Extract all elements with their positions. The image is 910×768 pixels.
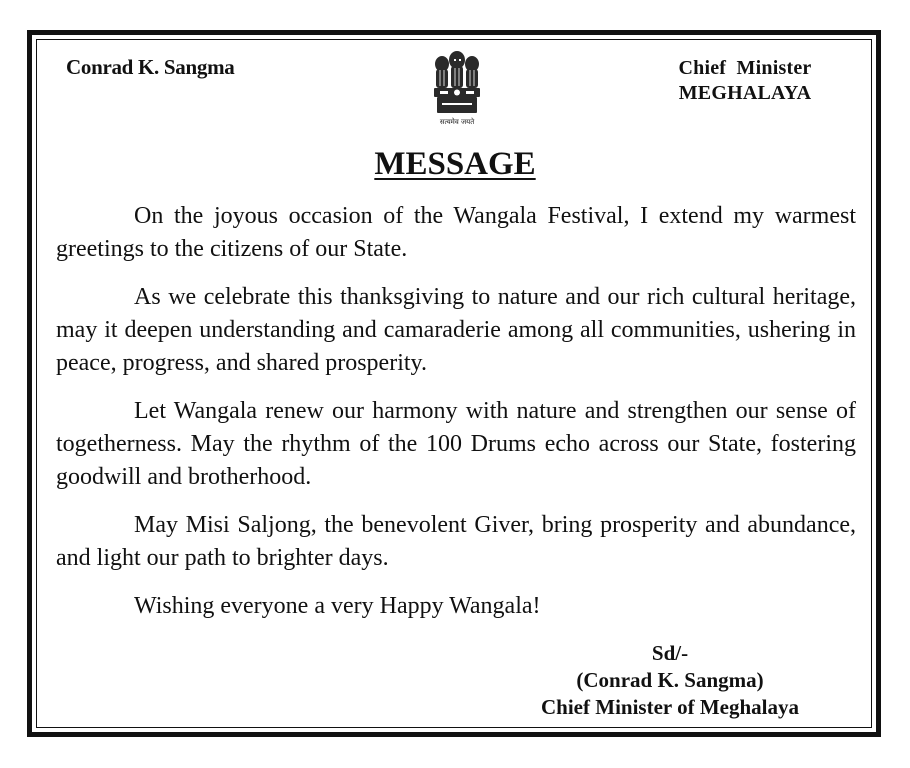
message-paragraph: Wishing everyone a very Happy Wangala! bbox=[134, 593, 541, 619]
sender-designation bbox=[660, 56, 830, 106]
signature-sd: Sd/- bbox=[651, 641, 689, 665]
designation-state: MEGHALAYA bbox=[678, 82, 812, 104]
message-paragraph: On the joyous occasion of the Wangala Festival, I extend my warmest greetings to the citizens of our State. bbox=[56, 203, 856, 262]
emblem-motto: सत्यमेव जयते bbox=[439, 118, 475, 126]
sender-name: Conrad K. Sangma bbox=[66, 55, 235, 79]
message-title-text: MESSAGE bbox=[374, 146, 536, 182]
signature-block bbox=[520, 640, 820, 721]
message-body bbox=[56, 200, 856, 638]
message-paragraph: May Misi Saljong, the benevolent Giver, bring prosperity and abundance, and light our path to brighter days. bbox=[56, 512, 856, 571]
state-emblem-icon bbox=[428, 48, 486, 128]
message-paragraph: As we celebrate this thanksgiving to nature and our rich cultural heritage, may it deepen understanding and camaraderie among all communities, ushering in peace, progress, and shared prosperity. bbox=[56, 284, 856, 376]
designation-title: Chief Minister bbox=[678, 57, 812, 79]
message-paragraph: Let Wangala renew our harmony with nature and strengthen our sense of togetherness. May the rhythm of the 100 Drums echo across our State, fostering goodwill and brotherhood. bbox=[56, 398, 856, 490]
signature-name: (Conrad K. Sangma) bbox=[576, 668, 764, 692]
message-title bbox=[0, 146, 910, 183]
signature-designation: Chief Minister of Meghalaya bbox=[541, 695, 799, 719]
